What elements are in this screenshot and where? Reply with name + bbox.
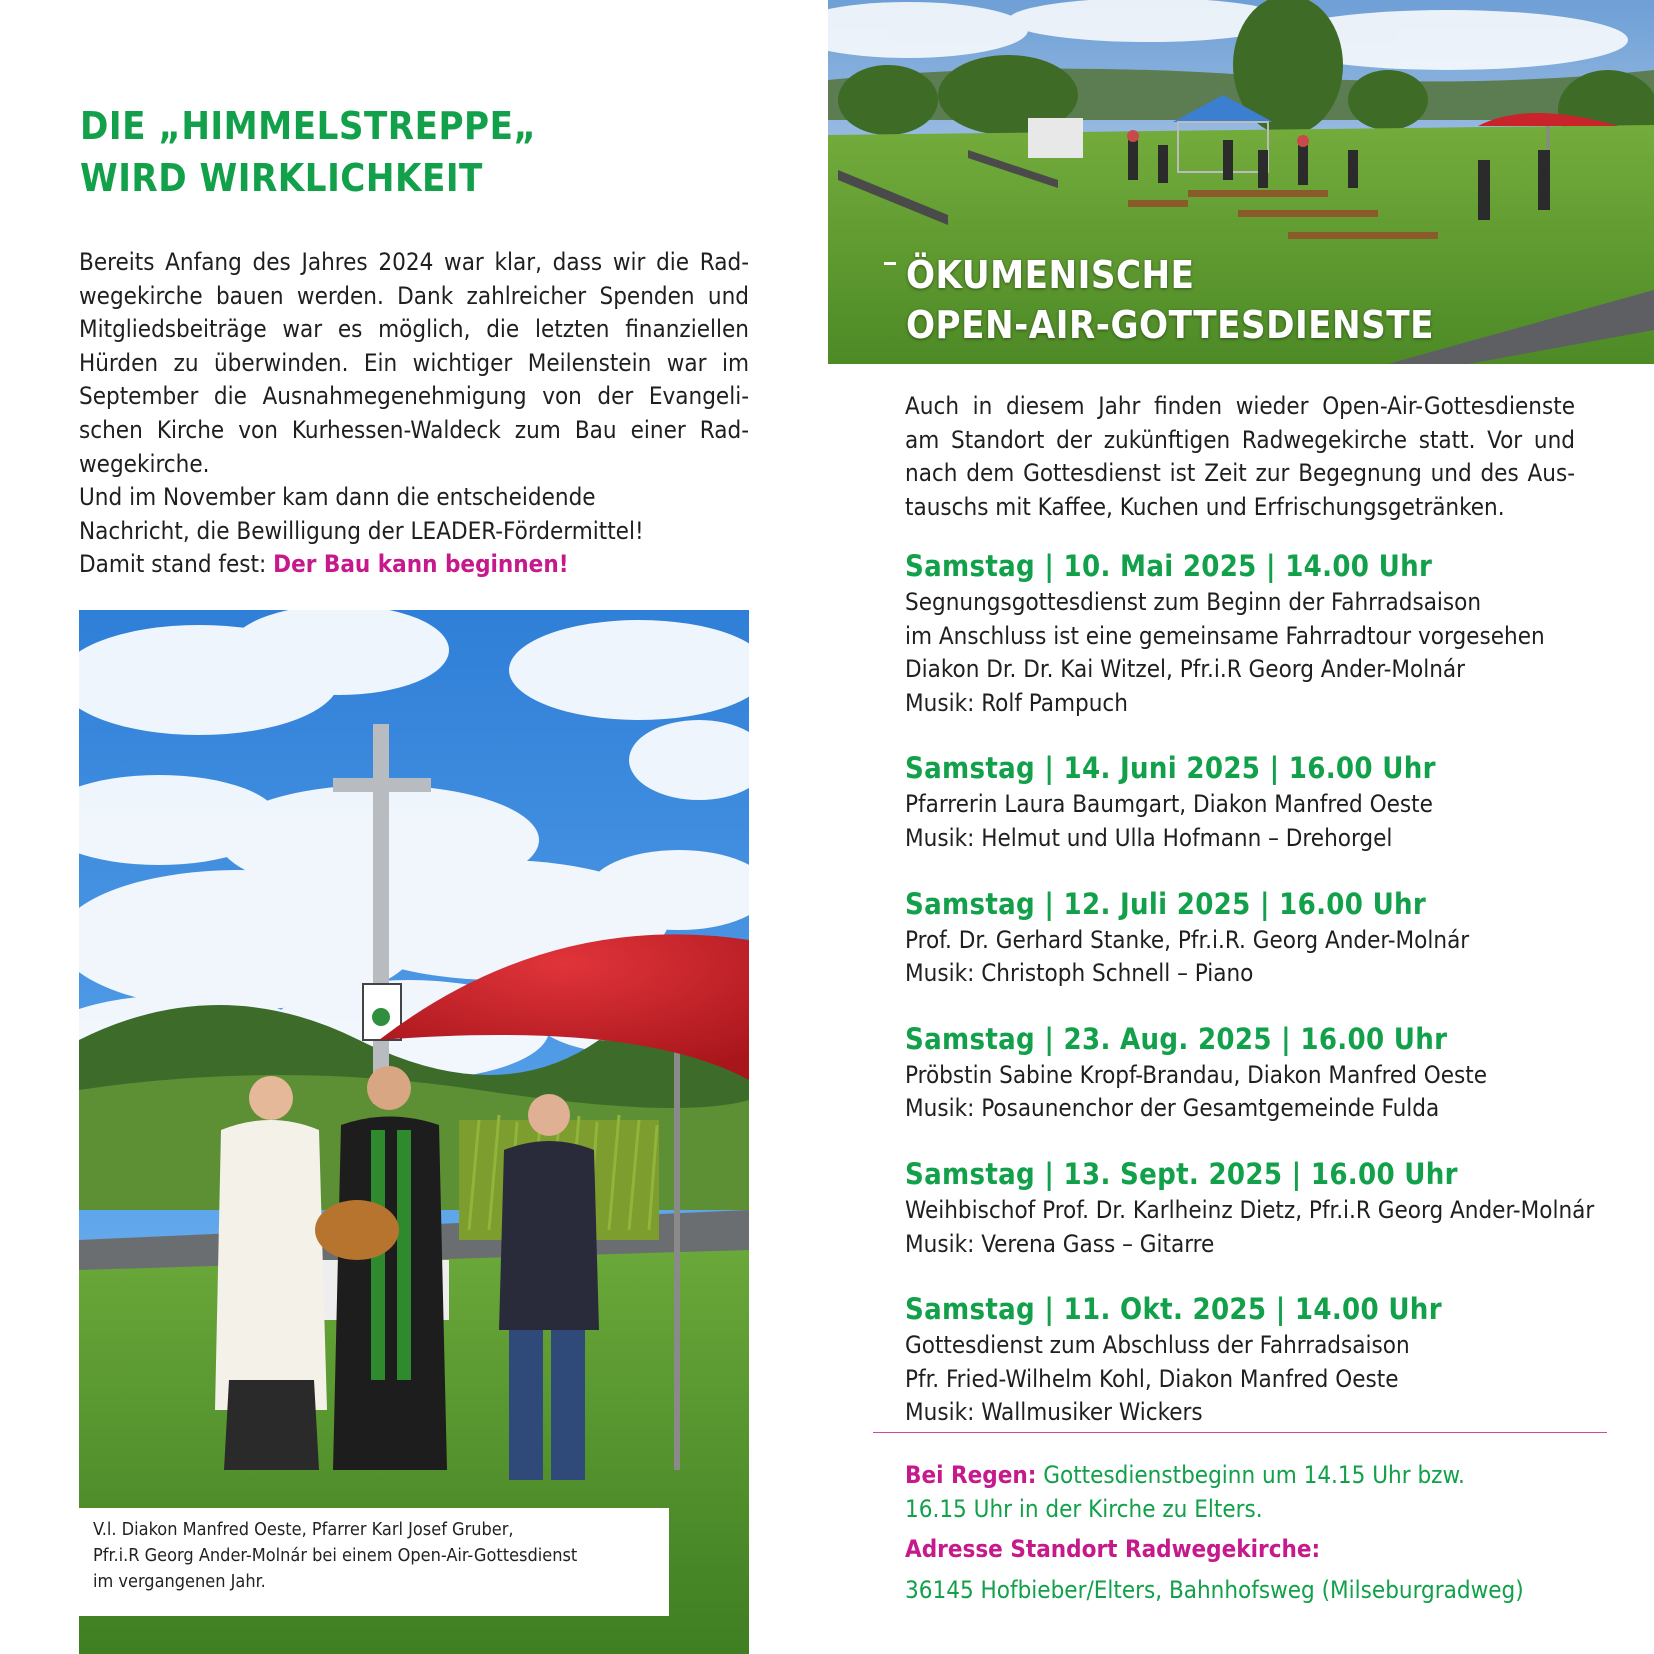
rain-label: Bei Regen: [905, 1461, 1037, 1489]
address-text: 36145 Hofbieber/Elters, Bahnhofsweg (Milseburgradweg) [905, 1576, 1524, 1604]
event-detail: im Anschluss ist eine gemeinsame Fahrradtour vorgesehen [905, 621, 1545, 650]
address-label: Adresse Standort Radwegekirche: [905, 1535, 1321, 1563]
event-detail: Weihbischof Prof. Dr. Karlheinz Dietz, Pfr.i.R Georg Ander-Molnár [905, 1195, 1595, 1224]
service-intro: Auch in diesem Jahr finden wieder Open-Air-Gottesdienste am Standort der zukünftigen Radwegekirche statt. Vor und nach dem Gottesdienst ist Zeit zur Begegnung und des Aus-tauschs mit Kaffee, Kuchen und Erfrischungsgetränken. [905, 392, 1575, 521]
event-detail: Prof. Dr. Gerhard Stanke, Pfr.i.R. Georg Ander-Molnár [905, 925, 1470, 954]
intro-paragraph: Bereits Anfang des Jahres 2024 war klar, dass wir die Rad-wegekirche bauen werden. Dank zahlreicher Spenden und Mitgliedsbeiträge war es möglich, die letzten finanziellen Hürden zu überwinden. Ein wichtiger Meilenstein war im September die Ausnahmegenehmigung von der Evangeli-schen Kirche von Kurhessen-Waldeck zum Bau einer Rad-wegekirche. [79, 248, 749, 478]
photo-cross-ceremony [79, 610, 749, 1654]
event-music: Musik: Christoph Schnell – Piano [905, 959, 1254, 988]
intro-line-2: Und im November kam dann die entscheidende [79, 483, 596, 512]
rain-text-1: Gottesdienstbeginn um 14.15 Uhr bzw. [1036, 1461, 1465, 1489]
page-title [80, 100, 720, 204]
photo-caption [93, 1517, 673, 1595]
event-music: Musik: Posaunenchor der Gesamtgemeinde Fulda [905, 1094, 1440, 1123]
rain-notice-line-1 [905, 1458, 1625, 1492]
event-music: Musik: Rolf Pampuch [905, 688, 1128, 717]
section-divider [873, 1432, 1607, 1433]
event-date: Samstag | 10. Mai 2025 | 14.00 Uhr [905, 549, 1433, 583]
event-item [905, 886, 1625, 991]
section-title [906, 250, 1466, 350]
caption-line-3: im vergangenen Jahr. [93, 1571, 266, 1592]
rain-notice [905, 1458, 1625, 1526]
event-item [905, 1021, 1625, 1126]
intro-line-3: Nachricht, die Bewilligung der LEADER-Fördermittel! [79, 516, 644, 545]
event-item [905, 750, 1625, 855]
intro-highlight: Der Bau kann beginnen! [273, 550, 569, 579]
event-date: Samstag | 12. Juli 2025 | 16.00 Uhr [905, 886, 1427, 921]
section-title-line-1: ÖKUMENISCHE [906, 253, 1195, 297]
event-detail: Pfr. Fried-Wilhelm Kohl, Diakon Manfred Oeste [905, 1364, 1399, 1393]
event-music: Musik: Helmut und Ulla Hofmann – Drehorgel [905, 823, 1393, 852]
event-date: Samstag | 13. Sept. 2025 | 16.00 Uhr [905, 1156, 1458, 1191]
event-date: Samstag | 11. Okt. 2025 | 14.00 Uhr [905, 1292, 1442, 1327]
title-dash [884, 262, 896, 265]
event-detail: Pröbstin Sabine Kropf-Brandau, Diakon Manfred Oeste [905, 1060, 1488, 1089]
event-detail: Pfarrerin Laura Baumgart, Diakon Manfred Oeste [905, 790, 1433, 819]
section-title-line-2: OPEN-AIR-GOTTESDIENSTE [906, 303, 1434, 347]
event-item [905, 1291, 1625, 1430]
event-item [905, 1156, 1625, 1261]
intro-line-4-prefix: Damit stand fest: [79, 550, 274, 579]
intro-text [79, 246, 749, 582]
page-title-line-2: WIRD WIRKLICHKEIT [80, 156, 483, 200]
event-date: Samstag | 14. Juni 2025 | 16.00 Uhr [905, 751, 1436, 786]
event-detail: Gottesdienst zum Abschluss der Fahrradsaison [905, 1331, 1410, 1360]
rain-text-2: 16.15 Uhr in der Kirche zu Elters. [905, 1495, 1263, 1523]
event-detail: Segnungsgottesdienst zum Beginn der Fahrradsaison [905, 588, 1482, 616]
page-title-line-1: DIE „HIMMELSTREPPE„ [80, 104, 537, 148]
event-detail: Diakon Dr. Dr. Kai Witzel, Pfr.i.R Georg Ander-Molnár [905, 655, 1466, 684]
intro-line-4 [79, 548, 749, 582]
event-item [905, 548, 1625, 720]
event-date: Samstag | 23. Aug. 2025 | 16.00 Uhr [905, 1021, 1448, 1056]
caption-line-1: V.l. Diakon Manfred Oeste, Pfarrer Karl Josef Gruber, [93, 1519, 514, 1540]
event-music: Musik: Verena Gass – Gitarre [905, 1229, 1215, 1258]
caption-line-2: Pfr.i.R Georg Ander-Molnár bei einem Open-Air-Gottesdienst [93, 1545, 578, 1566]
event-list [905, 548, 1625, 1460]
event-music: Musik: Wallmusiker Wickers [905, 1398, 1203, 1427]
